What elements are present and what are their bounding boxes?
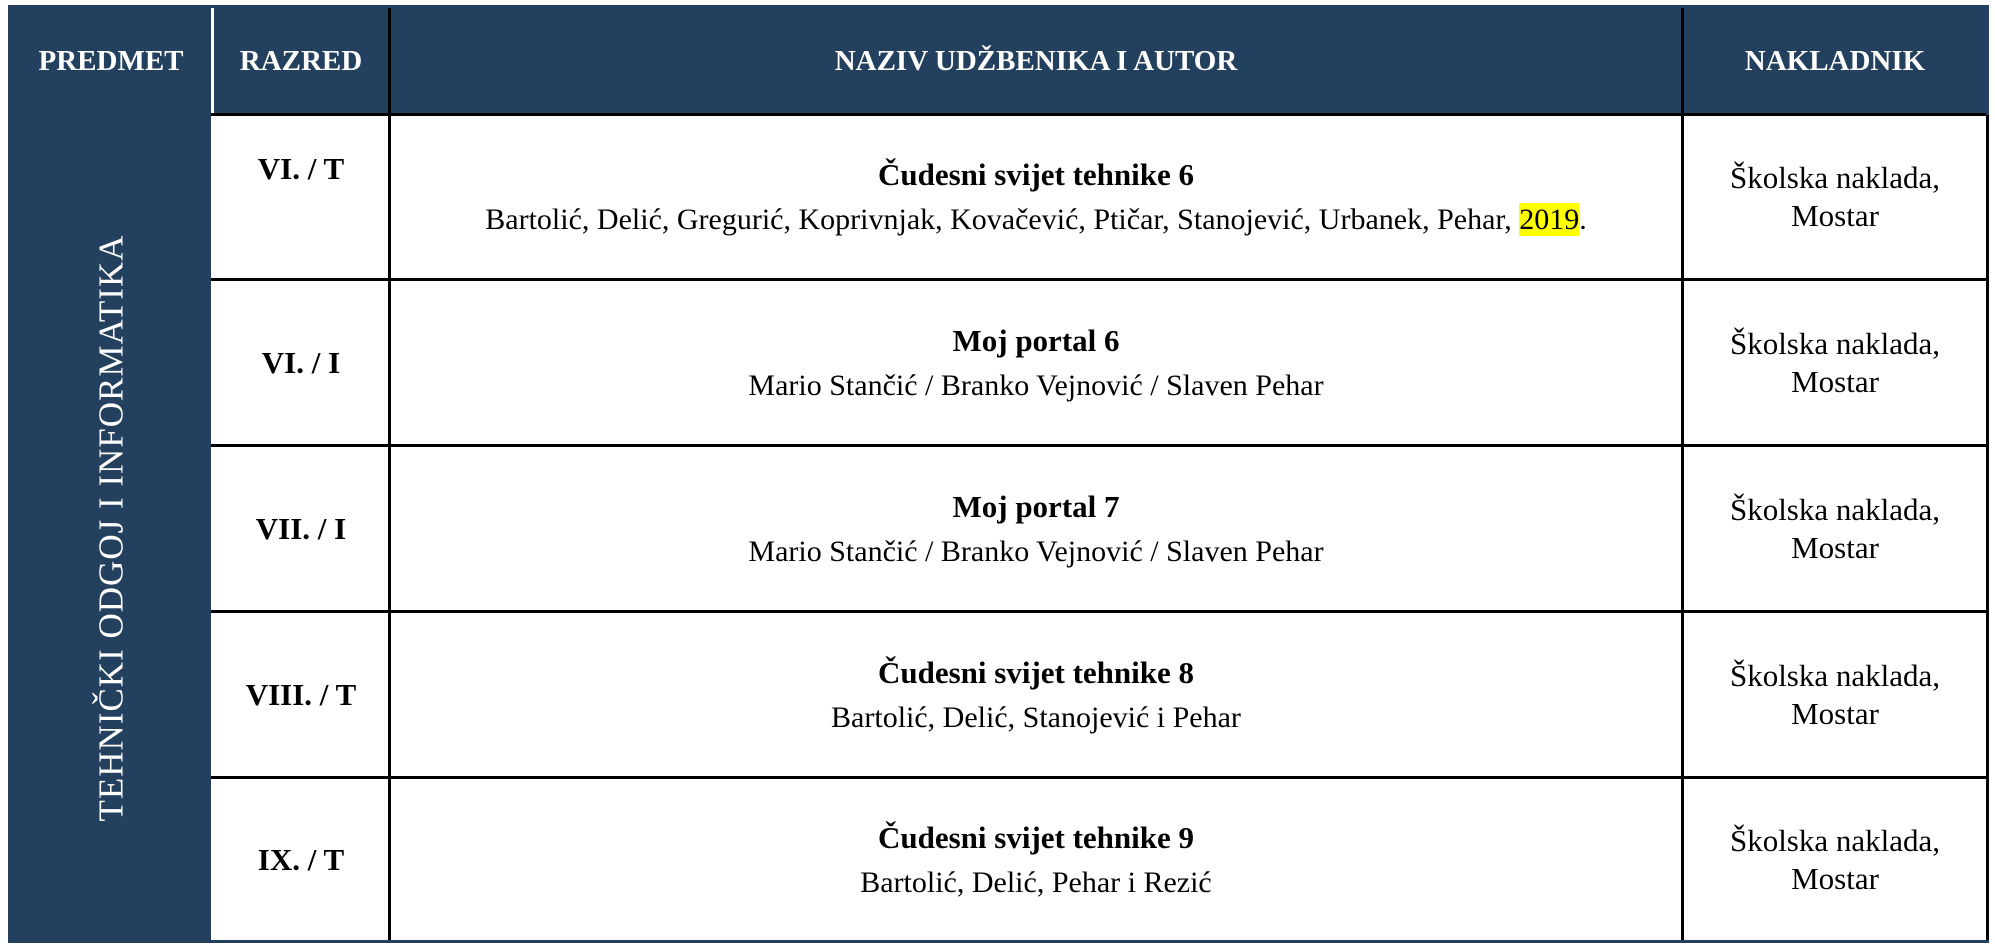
publisher-line: Školska naklada, [1729,657,1941,693]
grade-label: VII. / I [255,510,347,546]
header-publisher-label: NAKLADNIK [1744,45,1926,77]
header-publisher [1684,8,1986,115]
header-subject [11,8,211,115]
grade-label: VIII. / T [245,676,357,712]
column-divider [1986,115,1989,940]
header-title-label: NAZIV UDŽBENIKA I AUTOR [834,45,1238,77]
book-title: Moj portal 7 [952,488,1120,524]
table-row-book [391,613,1681,776]
publisher-line: Mostar [1791,860,1879,896]
book-authors [485,203,1586,237]
authors-text: Bartolić, Delić, Gregurić, Koprivnjak, Kovačević, Ptičar, Stanojević, Urbanek, Pehar, [485,203,1520,236]
publisher-line: Školska naklada, [1729,160,1941,195]
table-row-book [391,281,1681,444]
table-row-publisher [1684,281,1986,444]
table-row-grade [214,116,388,221]
year-highlight: 2019 [1519,203,1580,236]
table-row-publisher [1684,613,1986,776]
subject-cell [11,115,211,940]
header-grade [214,8,388,115]
table-row-grade [214,613,388,776]
publisher-line: Školska naklada, [1729,822,1941,858]
table-row-grade [214,281,388,444]
book-authors: Bartolić, Delić, Stanojević i Pehar [831,700,1241,734]
publisher-line: Mostar [1791,198,1879,233]
header-subject-label: PREDMET [38,45,184,77]
publisher-line: Mostar [1791,363,1879,399]
textbook-table [8,5,1989,943]
book-title: Moj portal 6 [952,322,1120,358]
table-row-publisher [1684,779,1986,940]
book-title: Čudesni svijet tehnike 9 [877,819,1195,855]
book-authors: Bartolić, Delić, Pehar i Rezić [860,865,1212,899]
authors-end: . [1579,203,1587,236]
book-title: Čudesni svijet tehnike 6 [877,157,1195,192]
table-row-publisher [1684,116,1986,278]
grade-label: VI. / I [261,344,341,380]
grade-label: VI. / T [257,150,345,186]
book-authors: Mario Stančić / Branko Vejnović / Slaven Pehar [748,368,1324,402]
table-row-publisher [1684,447,1986,610]
header-grade-label: RAZRED [239,45,363,77]
book-authors: Mario Stančić / Branko Vejnović / Slaven Pehar [748,534,1324,568]
table-row-book [391,447,1681,610]
table-row-book [391,779,1681,940]
book-title: Čudesni svijet tehnike 8 [877,654,1195,690]
grade-label: IX. / T [257,841,345,877]
publisher-line: Školska naklada, [1729,491,1941,527]
publisher-line: Mostar [1791,695,1879,731]
table-row-grade [214,779,388,940]
table-row-grade [214,447,388,610]
header-title [391,8,1681,115]
publisher-line: Školska naklada, [1729,325,1941,361]
table-row-book [391,116,1681,278]
subject-label: TEHNIČKI ODGOJ I INFORMATIKA [91,234,130,821]
publisher-line: Mostar [1791,529,1879,565]
